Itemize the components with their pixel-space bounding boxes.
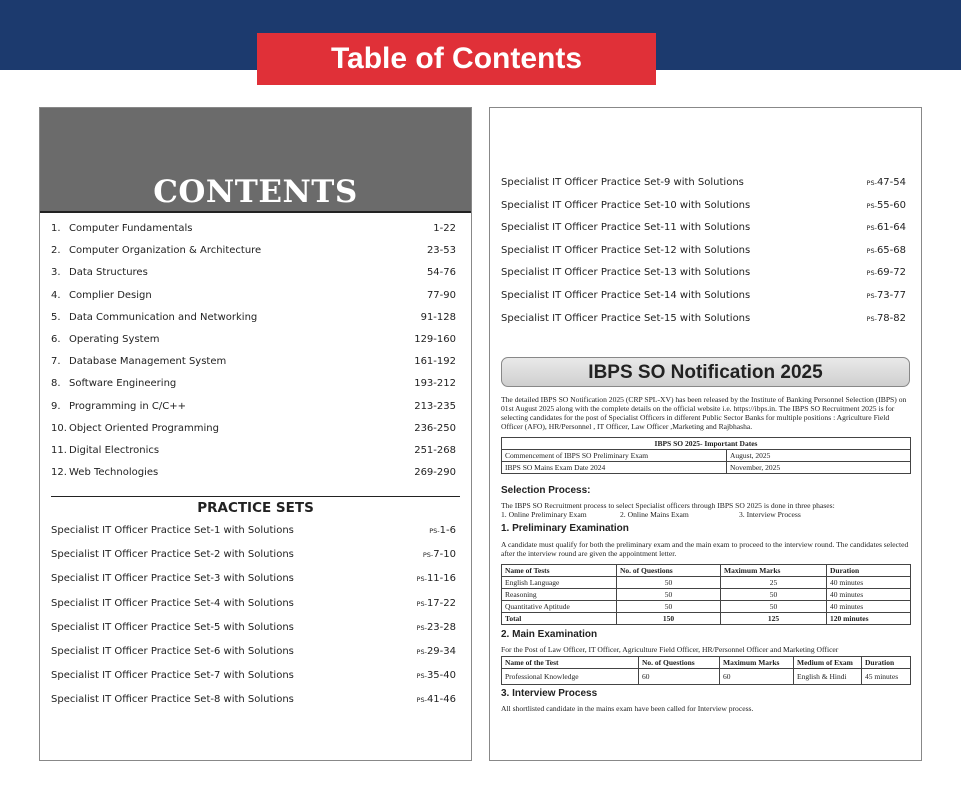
chapter-number: 6. [51,334,61,345]
practice-set-item [51,668,456,684]
table-cell: 25 [721,577,827,589]
practice-set-title: Specialist IT Officer Practice Set-15 with Solutions [501,312,751,324]
chapter-title: Data Communication and Networking [69,311,258,323]
table-cell: August, 2025 [727,450,911,462]
page-prefix: PS- [416,599,427,608]
prelim-text: A candidate must qualify for both the preliminary exam and the main exam to proceed to the interview round. The candidates selected after the interview round are given the appointment letter. [501,540,909,558]
table-cell: 45 minutes [862,669,911,685]
practice-set-item [51,692,456,708]
practice-set-pages [867,220,906,236]
chapter-pages: 54-76 [426,267,456,279]
practice-set-item [501,220,906,236]
page-prefix: PS- [422,551,434,560]
chapter-pages: 1-22 [433,223,456,234]
page-range: 65-68 [876,244,906,256]
practice-set-pages [417,571,456,587]
table-header: Name of the Test [502,657,639,669]
chapter-title: Operating System [69,334,160,345]
chapter-number: 9. [51,400,61,412]
practice-set-item [51,620,456,636]
main-text: For the Post of Law Officer, IT Officer, Agriculture Field Officer, HR/Personnel Officer and Marketing Officer [501,645,839,654]
main-table [501,656,911,685]
practice-set-pages [867,243,906,259]
page-prefix: PS- [416,623,427,632]
page-range: 11-16 [426,573,456,585]
table-cell: 50 [617,589,721,601]
chapter-item [51,399,456,415]
practice-set-title: Specialist IT Officer Practice Set-13 with Solutions [501,267,751,279]
table-cell: IBPS SO Mains Exam Date 2024 [502,462,727,474]
practice-set-title: Specialist IT Officer Practice Set-7 with Solutions [51,670,294,682]
table-cell: November, 2025 [727,462,911,474]
page-prefix: PS- [866,201,877,210]
practice-set-pages [417,620,456,636]
chapter-item [51,243,456,259]
chapter-title: Software Engineering [69,378,177,390]
practice-set-title: Specialist IT Officer Practice Set-11 with Solutions [501,222,751,234]
practice-set-title: Specialist IT Officer Practice Set-9 with Solutions [501,177,744,188]
chapter-pages: 236-250 [414,422,456,434]
chapter-number: 2. [51,245,61,257]
practice-set-pages [867,311,906,327]
chapter-title: Complier Design [69,289,152,301]
table-header: No. of Questions [639,657,720,669]
chapter-number: 1. [51,223,61,234]
chapter-pages: 213-235 [414,400,456,412]
chapter-title: Object Oriented Programming [69,422,219,434]
table-header: Name of Tests [502,565,617,577]
page-prefix: PS- [416,575,427,584]
interview-heading: 3. Interview Process [501,688,598,699]
practice-set-pages [417,596,456,612]
chapter-item [51,265,456,281]
page-range: 41-46 [426,694,456,706]
chapter-title: Computer Fundamentals [69,223,193,234]
table-row [502,601,911,613]
table-cell: Reasoning [502,589,617,601]
contents-title: CONTENTS [153,174,358,210]
table-cell: Total [502,613,617,625]
practice-set-title: Specialist IT Officer Practice Set-3 with Solutions [51,573,294,585]
practice-set-title: Specialist IT Officer Practice Set-14 with Solutions [501,290,751,301]
practice-set-pages [867,175,906,191]
page-range: 29-34 [426,646,456,657]
practice-set-item [501,243,906,259]
practice-set-title: Specialist IT Officer Practice Set-10 with Solutions [501,199,751,211]
practice-set-pages [867,265,906,281]
table-header: Medium of Exam [794,657,862,669]
table-row [502,462,911,474]
table-cell: 60 [720,669,794,685]
practice-set-item [501,265,906,281]
chapter-pages: 77-90 [426,289,456,301]
table-header: Duration [827,565,911,577]
phase-item: 3. Interview Process [739,510,801,519]
page-prefix: PS- [866,179,877,187]
practice-set-pages [423,547,456,563]
practice-set-item [51,644,456,660]
table-row [502,669,911,685]
notification-panel [489,107,922,761]
practice-set-pages [429,523,456,539]
chapter-number: 3. [51,267,61,279]
table-cell: English & Hindi [794,669,862,685]
page-range: 23-28 [426,621,456,633]
chapter-pages: 193-212 [414,378,456,390]
table-cell: 50 [617,577,721,589]
chapter-item [51,221,456,237]
page-prefix: PS- [866,224,877,233]
contents-header [40,108,471,212]
intro-paragraph: The detailed IBPS SO Notification 2025 (CRP SPL-XV) has been released by the Institute of Banking Personnel Selection (IBPS) on 01st August 2025 along with the complete details on the official website i.e. https://ibps.in. The IBPS SO Recruitment 2025 is for selecting candidates for the post of Specialist Officers in different Public Sector Banks for multiple positions : Agriculture Field Officer (AFO), HR/Personnel , IT Officer, Law Officer ,Marketing and Rajbhasha. [501,395,907,431]
practice-set-title: Specialist IT Officer Practice Set-12 with Solutions [501,244,751,256]
prelim-heading: 1. Preliminary Examination [501,523,629,534]
chapter-number: 4. [51,289,61,301]
table-header: Maximum Marks [720,657,794,669]
practice-set-item [501,311,906,327]
phase-item: 1. Online Preliminary Exam [501,510,587,519]
table-cell: Professional Knowledge [502,669,639,685]
chapter-number: 8. [51,378,61,390]
practice-set-title: Specialist IT Officer Practice Set-4 with Solutions [51,597,294,609]
table-header: No. of Questions [617,565,721,577]
chapter-number: 5. [51,311,61,323]
practice-set-item [51,571,456,587]
page-prefix: PS- [866,269,877,278]
page-range: 73-77 [876,290,906,301]
chapter-pages: 251-268 [414,445,456,456]
chapter-item [51,421,456,437]
dates-table [501,437,911,474]
page-range: 61-64 [876,222,906,234]
practice-set-pages [417,644,456,660]
practice-set-item [501,288,906,304]
practice-set-title: Specialist IT Officer Practice Set-8 with Solutions [51,694,294,706]
practice-set-item [51,596,456,612]
chapter-number: 7. [51,356,61,368]
table-cell: 50 [617,601,721,613]
interview-text: All shortlisted candidate in the mains exam have been called for Interview process. [501,704,754,713]
chapter-number: 11. [51,445,67,456]
page-range: 78-82 [876,312,906,324]
table-cell: 150 [617,613,721,625]
chapter-number: 10. [51,422,67,434]
table-cell: 40 minutes [827,601,911,613]
page-range: 7-10 [433,549,456,561]
practice-sets-heading: PRACTICE SETS [51,496,460,516]
page-range: 69-72 [876,267,906,279]
chapter-pages: 129-160 [414,334,456,345]
page-range: 35-40 [426,670,456,682]
practice-set-pages [867,198,906,214]
dates-table-heading: IBPS SO 2025- Important Dates [502,438,911,450]
chapter-item [51,443,456,459]
chapter-title: Web Technologies [69,467,159,479]
practice-set-item [51,547,456,563]
page-prefix: PS- [866,292,877,300]
chapter-title: Programming in C/C++ [69,400,186,412]
chapter-number: 12. [51,467,67,479]
page-range: 17-22 [426,597,456,609]
divider [40,211,471,213]
practice-set-pages [417,692,456,708]
chapter-item [51,354,456,370]
page-range: 47-54 [876,177,906,188]
chapter-item [51,332,456,348]
chapter-item [51,310,456,326]
page-prefix: PS- [416,696,427,705]
page-prefix: PS- [866,246,877,255]
practice-set-pages [867,288,906,304]
contents-panel [39,107,472,761]
selection-text: The IBPS SO Recruitment process to select Specialist officers through IBPS SO 2025 is done in three phases: [501,501,835,510]
table-cell: 60 [639,669,720,685]
chapter-title: Digital Electronics [69,445,160,456]
page-prefix: PS- [429,527,440,535]
page-prefix: PS- [866,314,877,323]
table-cell: 120 minutes [827,613,911,625]
practice-set-pages [417,668,456,684]
practice-set-item [501,175,906,191]
selection-heading: Selection Process: [501,485,591,496]
notification-title: IBPS SO Notification 2025 [501,357,910,387]
phase-item: 2. Online Mains Exam [620,510,689,519]
table-row [502,450,911,462]
practice-set-item [51,523,456,539]
table-cell: Quantitative Aptitude [502,601,617,613]
table-cell: English Language [502,577,617,589]
table-row [502,577,911,589]
main-heading: 2. Main Examination [501,629,598,640]
table-total-row [502,613,911,625]
table-cell: 40 minutes [827,589,911,601]
table-cell: 50 [721,601,827,613]
practice-set-title: Specialist IT Officer Practice Set-6 with Solutions [51,646,294,657]
chapter-pages: 23-53 [426,245,456,257]
table-cell: 50 [721,589,827,601]
page-prefix: PS- [416,672,427,681]
chapter-title: Computer Organization & Architecture [69,245,262,257]
chapter-pages: 269-290 [414,467,456,479]
page-range: 1-6 [439,525,456,536]
chapter-title: Database Management System [69,356,227,368]
prelim-table [501,564,911,625]
chapter-pages: 161-192 [414,356,456,368]
practice-set-title: Specialist IT Officer Practice Set-2 with Solutions [51,549,294,561]
chapter-item [51,288,456,304]
table-header: Maximum Marks [721,565,827,577]
table-cell: 40 minutes [827,577,911,589]
table-cell: Commencement of IBPS SO Preliminary Exam [502,450,727,462]
chapter-pages: 91-128 [420,311,456,323]
practice-set-title: Specialist IT Officer Practice Set-5 with Solutions [51,621,294,633]
practice-set-item [501,198,906,214]
table-row [502,589,911,601]
practice-set-title: Specialist IT Officer Practice Set-1 with Solutions [51,525,294,536]
page-range: 55-60 [876,199,906,211]
table-cell: 125 [721,613,827,625]
table-header: Duration [862,657,911,669]
page-prefix: PS- [416,648,427,656]
chapter-title: Data Structures [69,267,148,279]
chapter-item [51,465,456,481]
chapter-item [51,376,456,392]
page-banner: Table of Contents [257,33,656,85]
